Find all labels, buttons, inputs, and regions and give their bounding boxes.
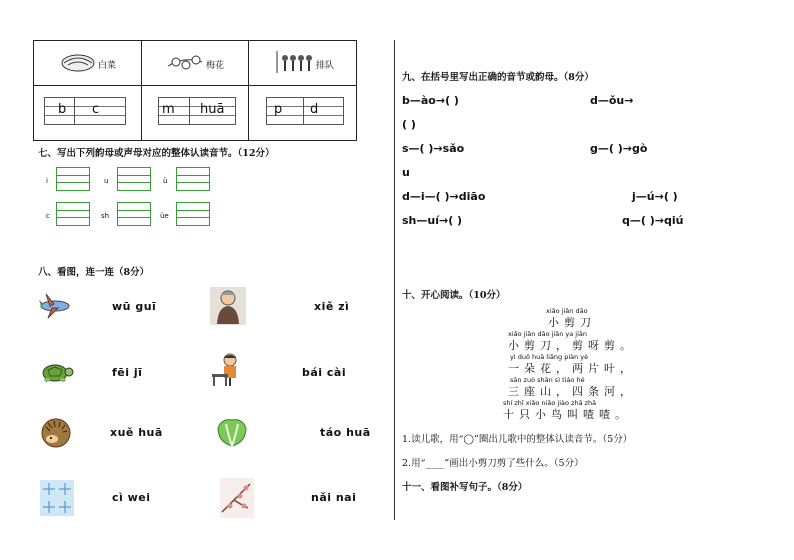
sec7-label-sh: sh: [101, 212, 110, 220]
sec7-label-i: i: [46, 177, 48, 185]
answer-grid-2-final: huā: [200, 102, 225, 117]
sec10-question-1: 1.读儿歌，用“◯”圈出儿歌中的整体认读音节。（5分）: [402, 434, 633, 445]
sec7-label-v: ü: [163, 177, 168, 185]
snowflake-icon: [40, 480, 74, 516]
sec8-right-pinyin-2: bái cài: [302, 366, 347, 379]
section-8-title: 八、看图，连一连（8分）: [38, 267, 150, 278]
cabbage-icon-2: [214, 414, 250, 448]
sec9-row6-b: q—( )→qiú: [622, 214, 684, 227]
poem-line3: 三座山，四条河，: [508, 385, 636, 398]
answer-grid-2-initial: m: [162, 102, 175, 117]
sec8-left-pinyin-2: fēi jī: [112, 366, 143, 379]
sec7-write-box-sh[interactable]: [117, 202, 151, 226]
sec9-row5-b: j—ú→( ): [632, 190, 678, 203]
hedgehog-icon: [40, 417, 72, 449]
sec9-row1-a: b—ào→( ): [402, 94, 459, 107]
sec8-left-pinyin-4: cì wei: [112, 491, 151, 504]
answer-grid-3-final: d: [310, 102, 319, 117]
grandma-icon: [210, 287, 246, 325]
poem-title: 小剪刀: [548, 316, 596, 329]
cell-label-cabbage: 白菜: [98, 61, 117, 71]
poem-line1-pinyin: xiǎo jiǎn dāo jiǎn ya jiǎn: [508, 330, 588, 338]
peach-blossom-icon: [220, 478, 254, 518]
sec7-write-box-c[interactable]: [56, 202, 90, 226]
section-10-title: 十、开心阅读。（10分）: [402, 290, 506, 301]
sec9-row3-b: g—( )→gò: [590, 142, 648, 155]
sec7-label-c: c: [46, 212, 50, 220]
sec7-label-ve: üe: [160, 212, 169, 220]
sec7-write-box-i[interactable]: [56, 167, 90, 191]
sec7-write-box-u[interactable]: [117, 167, 151, 191]
answer-grid-1-final: c: [92, 102, 100, 117]
section-11-title: 十一、看图补写句子。（8分）: [402, 482, 528, 493]
writing-boy-icon: [210, 352, 242, 388]
cell-label-plum: 梅花: [206, 61, 225, 71]
sec7-write-box-ve[interactable]: [176, 202, 210, 226]
cell-label-queue: 排队: [316, 61, 335, 71]
poem-line3-pinyin: sān zuò shān sì tiáo hé: [510, 376, 585, 384]
answer-grid-3-initial: p: [274, 102, 283, 117]
answer-grid-1: [44, 97, 126, 125]
answer-grid-1-initial: b: [58, 102, 67, 117]
sec9-row6-a: sh—uí→( ): [402, 214, 463, 227]
sec8-left-pinyin-1: wū guī: [112, 300, 157, 313]
poem-line4: 十只小鸟叫喳喳。: [503, 408, 631, 421]
poem-line1: 小剪刀，剪呀剪。: [508, 339, 636, 352]
turtle-icon: [38, 360, 74, 384]
sec8-right-pinyin-4: nǎi nai: [311, 491, 357, 504]
section-9-title: 九、在括号里写出正确的音节或韵母。（8分）: [402, 72, 594, 83]
poem-line2: 一朵花，两片叶，: [508, 362, 636, 375]
queue-icon: [274, 49, 314, 75]
poem-line4-pinyin: shí zhī xiǎo niǎo jiào zhā zhā: [503, 399, 597, 407]
poem-line2-pinyin: yì duǒ huā liǎng piàn yè: [510, 353, 589, 361]
sec9-row4-a: u: [402, 166, 410, 179]
sec9-row1-b: d—ǒu→: [590, 94, 634, 107]
sec8-right-pinyin-3: táo huā: [320, 426, 371, 439]
column-divider: [394, 40, 395, 520]
plum-blossom-icon: [166, 52, 204, 72]
poem-title-pinyin: xiǎo jiǎn dāo: [546, 307, 588, 315]
sec9-row3-a: s—( )→sǎo: [402, 142, 465, 155]
cabbage-icon: [60, 51, 96, 73]
airplane-icon: [38, 292, 72, 320]
sec8-right-pinyin-1: xiě zì: [314, 300, 350, 313]
sec7-write-box-v[interactable]: [176, 167, 210, 191]
sec7-label-u: u: [104, 177, 109, 185]
sec9-row2-a: ( ): [402, 118, 416, 131]
section-7-title: 七、写出下列韵母或声母对应的整体认读音节。（12分）: [38, 148, 275, 159]
picture-pinyin-table: [33, 40, 357, 141]
sec10-question-2: 2.用“____”画出小剪刀剪了些什么。（5分）: [402, 458, 584, 469]
sec8-left-pinyin-3: xuě huā: [110, 426, 163, 439]
sec9-row5-a: d—i—( )→diāo: [402, 190, 486, 203]
